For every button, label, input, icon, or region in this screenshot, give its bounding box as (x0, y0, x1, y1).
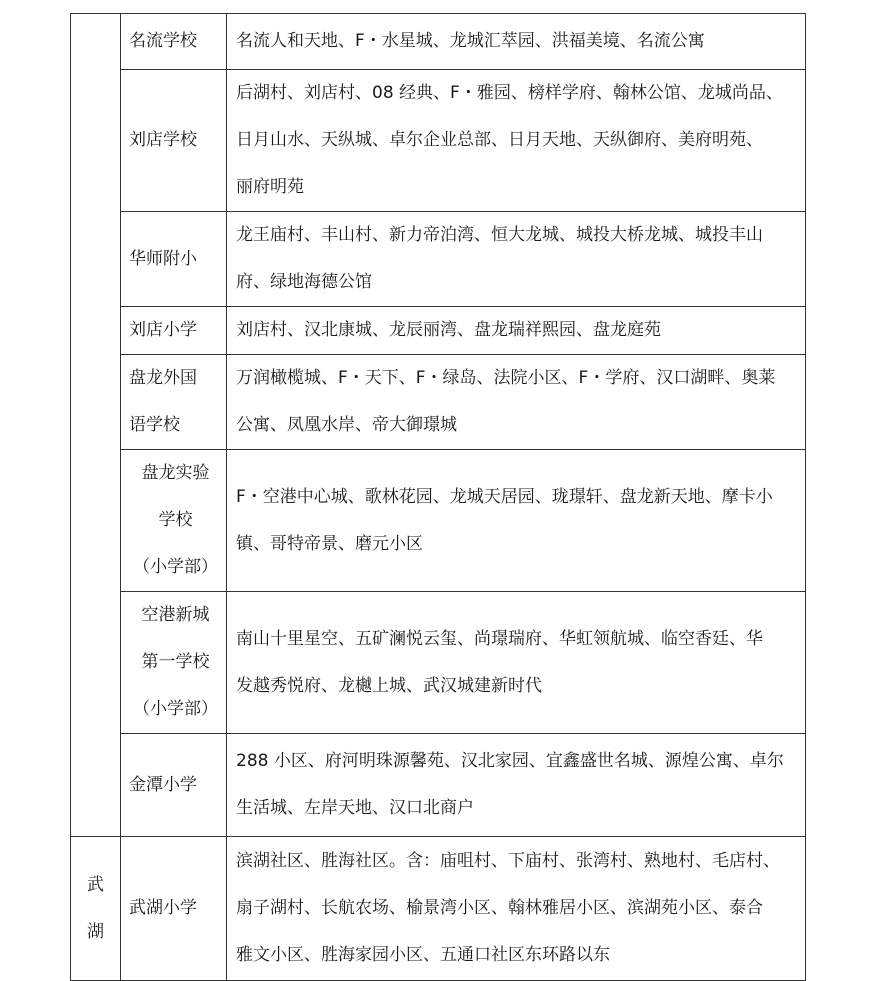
catchment-area-line: 刘店村、汉北康城、龙辰丽湾、盘龙瑞祥熙园、盘龙庭苑 (236, 320, 661, 340)
school-name-cell (121, 307, 227, 355)
table-row (71, 355, 806, 450)
catchment-area-cell (227, 450, 806, 592)
catchment-area-line: F・空港中心城、歌林花园、龙城天居园、珑璟轩、盘龙新天地、摩卡小 (236, 486, 773, 507)
district-char: 湖 (87, 921, 104, 942)
table-row (71, 212, 806, 307)
catchment-area-cell (227, 837, 806, 981)
catchment-area-cell (227, 592, 806, 734)
enrollment-table (70, 13, 806, 981)
catchment-area-cell (227, 70, 806, 212)
district-cell-wuhu (71, 837, 121, 981)
catchment-area-line: 滨湖社区、胜海社区。含：庙咀村、下庙村、张湾村、熟地村、毛店村、 (236, 851, 780, 871)
catchment-area-cell (227, 212, 806, 307)
school-name-line: （小学部） (133, 699, 218, 719)
school-name-line: 刘店小学 (129, 320, 197, 340)
school-name-cell (121, 355, 227, 450)
catchment-area-cell (227, 307, 806, 355)
school-name-cell (121, 70, 227, 212)
school-name-line: 金潭小学 (129, 774, 197, 795)
school-name-cell (121, 734, 227, 837)
catchment-area-line: 日月山水、天纵城、卓尔企业总部、日月天地、天纵御府、美府明苑、 (236, 130, 763, 150)
catchment-area-line: 288 小区、府河明珠源馨苑、汉北家园、宜鑫盛世名城、源煌公寓、卓尔 (236, 751, 784, 771)
school-name-line: 盘龙外国 (129, 368, 197, 388)
district-cell-top (71, 14, 121, 837)
catchment-area-cell (227, 734, 806, 837)
catchment-area-line: 南山十里星空、五矿澜悦云玺、尚璟瑞府、华虹领航城、临空香廷、华 (236, 628, 763, 649)
school-name-line: 学校 (158, 510, 193, 530)
catchment-area-line: 雅文小区、胜海家园小区、五通口社区东环路以东 (236, 945, 610, 965)
catchment-area-cell (227, 355, 806, 450)
catchment-area-line: 公寓、凤凰水岸、帝大御璟城 (236, 415, 457, 435)
district-char: 武 (87, 874, 104, 895)
catchment-area-line: 龙王庙村、丰山村、新力帝泊湾、恒大龙城、城投大桥龙城、城投丰山 (236, 225, 763, 245)
school-name-line: 盘龙实验 (141, 463, 210, 483)
catchment-area-line: 生活城、左岸天地、汉口北商户 (236, 798, 474, 818)
catchment-area-line: 镇、哥特帝景、磨元小区 (236, 533, 423, 554)
catchment-area-line: 万润橄榄城、F・天下、F・绿岛、法院小区、F・学府、汉口湖畔、奥莱 (236, 368, 776, 388)
table-row (71, 307, 806, 355)
catchment-area-line: 扇子湖村、长航农场、榆景湾小区、翰林雅居小区、滨湖苑小区、泰合 (236, 898, 763, 918)
school-name-line: 名流学校 (129, 31, 197, 51)
school-name-line: （小学部） (133, 557, 218, 577)
catchment-area-line: 发越秀悦府、龙樾上城、武汉城建新时代 (236, 675, 542, 696)
school-name-cell (121, 450, 227, 592)
school-name-cell (121, 592, 227, 734)
table-row (71, 14, 806, 70)
table-row (71, 450, 806, 592)
school-name-line: 刘店学校 (129, 130, 197, 150)
catchment-area-line: 丽府明苑 (236, 177, 304, 197)
school-name-cell (121, 837, 227, 981)
table-row (71, 734, 806, 837)
catchment-area-line: 后湖村、刘店村、08 经典、F・雅园、榜样学府、翰林公馆、龙城尚品、 (236, 83, 783, 103)
catchment-area-cell (227, 14, 806, 70)
catchment-area-line: 府、绿地海德公馆 (236, 272, 372, 292)
school-name-cell (121, 212, 227, 307)
school-name-line: 华师附小 (129, 248, 197, 269)
table-row (71, 837, 806, 981)
school-name-line: 语学校 (129, 415, 180, 435)
table-row (71, 592, 806, 734)
school-name-line: 第一学校 (141, 652, 210, 672)
school-name-cell (121, 14, 227, 70)
school-name-line: 武湖小学 (129, 898, 197, 918)
table-row (71, 70, 806, 212)
catchment-area-line: 名流人和天地、F・水星城、龙城汇萃园、洪福美境、名流公寓 (236, 31, 705, 51)
school-name-line: 空港新城 (141, 605, 210, 625)
